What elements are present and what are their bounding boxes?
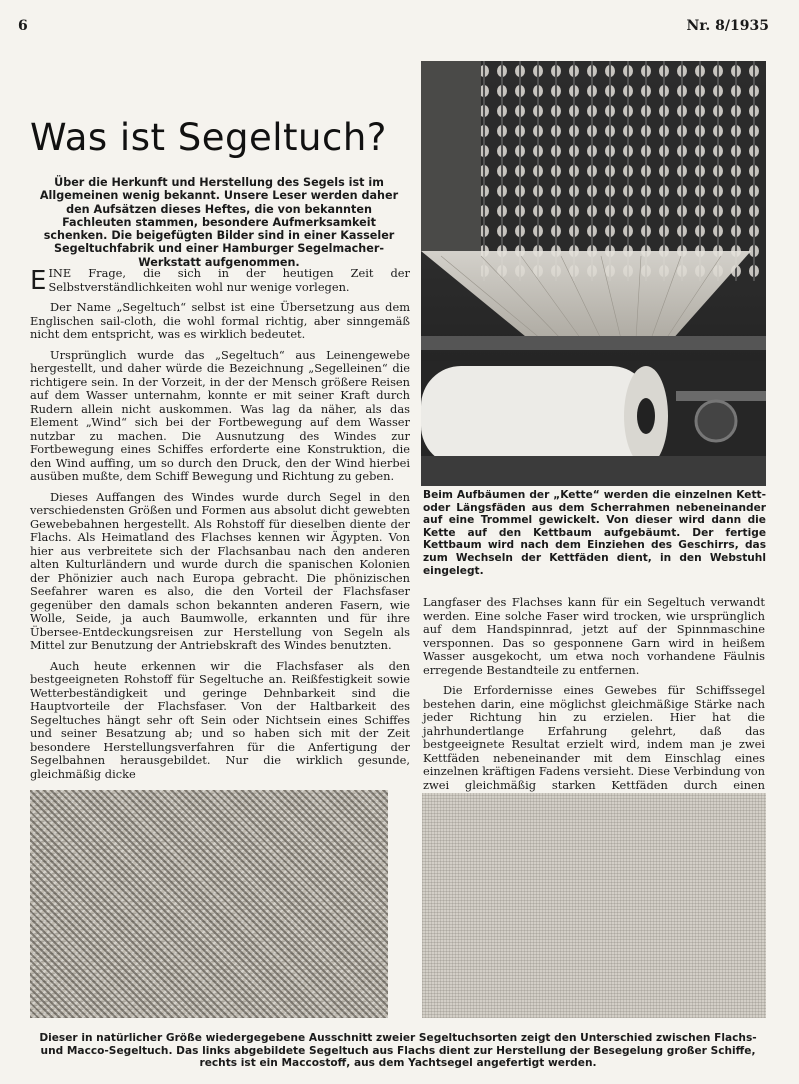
paragraph-1	[30, 267, 410, 294]
flax-sailcloth-sample	[30, 790, 388, 1018]
paragraph-3: Ursprünglich wurde das „Segeltuch“ aus Leinengewebe hergestellt, und daher würde die Bezeichnung „Segelleinen“ die richtigere sein. In der Vorzeit, in der der Mensch größere Reisen auf dem Wasser unternahm, konnte er mit seiner Kraft durch Rudern allein nicht auskommen. Was lag da näher, als das Element „Wind“ sich bei der Fortbewegung auf dem Wasser nutzbar zu machen. Die Ausnutzung des Windes zur Fortbewegung eines Schiffes erforderte eine Konstruktion, die den Wind auffing, um so durch den Druck, den der Wind hierbei ausüben mußte, dem Schiff Bewegung und Richtung zu geben.	[30, 347, 410, 483]
loom-photo	[421, 61, 766, 486]
paragraph-2: Der Name „Segeltuch“ selbst ist eine Übersetzung aus dem Englischen sail-cloth, die wohl formal richtig, aber sinngemäß nicht dem entspricht, was es wirklich bedeutet.	[30, 300, 410, 341]
paragraph-5: Auch heute erkennen wir die Flachsfaser als den bestgeeigneten Rohstoff für Segeltuche an. Reißfestigkeit sowie Wetterbeständigkeit und geringe Dehnbarkeit sind die Hauptvorteile der Flachsfaser. Von der Haltbarkeit des Segeltuches hängt sehr oft Sein oder Nichtsein eines Schiffes und seiner Besatzung ab; und so haben sich mit der Zeit besondere Herstellungsverfahren für die Anfertigung der Segelbahnen herausgebildet. Nur die wirklich gesunde, gleichmäßig dicke	[30, 658, 410, 781]
paragraph-4: Dieses Auffangen des Windes wurde durch Segel in den verschiedensten Größen und Formen aus absolut dicht gewebten Gewebebahnen hergestellt. Als Rohstoff für dieselben diente der Flachs. Als Heimatland des Flachses kennen wir Ägypten. Von hier aus verbreitete sich der Flachsanbau nach den anderen alten Kulturländern und wurde durch die spanischen Kolonien der Phönizier auch nach Europa gebracht. Die phönizischen Seefahrer waren es also, die den Vorteil der Flachsfaser gegenüber den damals schon bekannten anderen Fasern, wie Wolle, Seide, ja auch Baumwolle, erkannten und für ihre Übersee-Entdeckungsreisen zur Herstellung von Segeln als Mittel zur Benutzung der Antriebskraft des Windes benutzten.	[30, 489, 410, 652]
issue-number: Nr. 8/1935	[686, 18, 769, 34]
article-body-right	[423, 596, 765, 826]
macco-sailcloth-sample	[422, 793, 766, 1018]
fabric-samples-caption: Dieser in natürlicher Größe wiedergegebene Ausschnitt zweier Segeltuchsorten zeigt den Unterschied zwischen Flachs- und Macco-Segeltuch. Das links abgebildete Segeltuch aus Flachs dient zur Herstellung der Besegelung großer Schiffe, rechts ist ein Maccostoff, aus dem Yachtsegel angefertigt werden.	[39, 1032, 757, 1070]
article-title: Was ist Segeltuch?	[30, 116, 387, 159]
loom-photo-illustration	[421, 61, 766, 486]
article-body-left	[30, 267, 410, 788]
article-intro: Über die Herkunft und Herstellung des Segels ist im Allgemeinen wenig bekannt. Unsere Leser werden daher den Aufsätzen dieses Heftes, die von bekannten Fachleuten stammen, besondere Aufmerksamkeit schenken. Die beigefügten Bilder sind in einer Kasseler Segeltuchfabrik und einer Hamburger Segelmacher-Werkstatt aufgenommen.	[39, 176, 399, 269]
paragraph-6: Langfaser des Flachses kann für ein Segeltuch verwandt werden. Eine solche Faser wird trocken, wie ursprünglich auf dem Handspinnrad, jetzt auf der Spinnmaschine versponnen. Das so gesponnene Garn wird in heißem Wasser ausgekocht, um etwa noch vorhandene Fäulnis erregende Bestandteile zu entfernen.	[423, 595, 765, 677]
paragraph-1-text: INE Frage, die sich in der heutigen Zeit der Selbstverständlichkeiten wohl nur wenige vorlegen.	[48, 266, 410, 294]
drop-cap: E	[30, 266, 47, 296]
loom-photo-caption: Beim Aufbäumen der „Kette“ werden die einzelnen Kett- oder Längsfäden aus dem Scherrahmen nebeneinander auf eine Trommel gewickelt. Von dieser wird dann die Kette auf den Kettbaum aufgebäumt. Der fertige Kettbaum wird nach dem Einziehen des Geschirrs, das zum Wechseln der Kettfäden dient, in den Webstuhl eingelegt.	[423, 489, 766, 577]
paragraph-7: Die Erfordernisse eines Gewebes für Schiffssegel bestehen darin, eine möglichst gleichmäßige Stärke nach jeder Richtung hin zu erzielen. Hier hat die jahrhundertlange Erfahrung gelehrt, daß das bestgeeignete Resultat erzielt wird, indem man je zwei Kettfäden nebeneinander mit dem Einschlag eines einzelnen kräftigen Fadens versieht. Diese Verbindung von zwei gleichmäßig starken Kettfäden durch einen	[423, 683, 765, 792]
page-number: 6	[18, 18, 28, 34]
